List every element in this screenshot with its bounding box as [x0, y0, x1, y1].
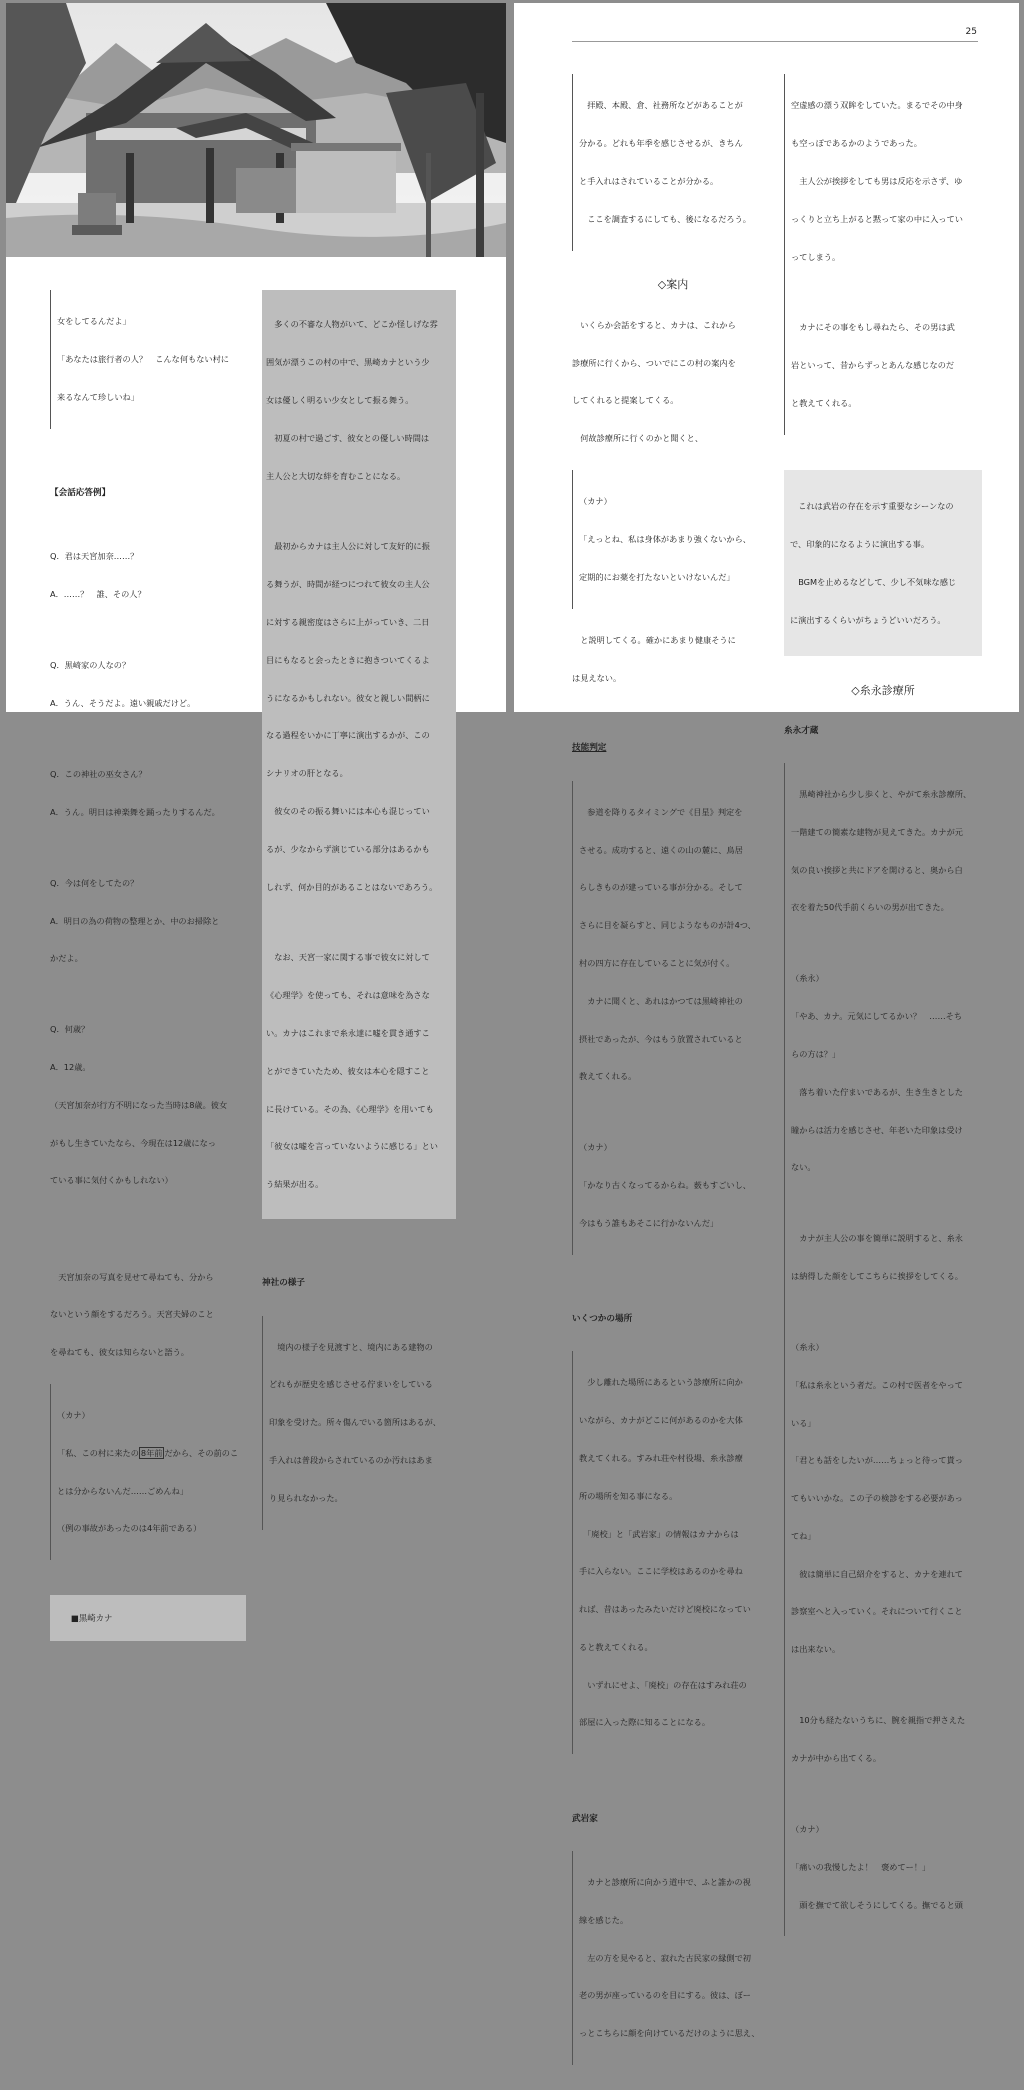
intro-line: 「あなたは旅行者の人？ こんな何もない村に — [57, 354, 229, 365]
quote-line — [57, 1447, 246, 1460]
note-line: （例の事故があったのは4年前である） — [57, 1523, 202, 1534]
kana-quote — [50, 1384, 246, 1560]
para-line: 部屋に入った際に知ることになる。 — [579, 1717, 711, 1728]
box-line: 最初からカナは主人公に対して友好的に振 — [266, 541, 430, 552]
para-line: も空っぽであるかのようであった。 — [791, 138, 922, 149]
para-line: は納得した顔をしてこちらに挨拶をしてくる。 — [791, 1271, 963, 1282]
para-line: させる。成功すると、遠くの山の麓に、鳥居 — [579, 844, 743, 855]
para-line: 老の男が座っているのを目にする。彼は、ぼー — [579, 1990, 751, 2001]
para-line: 一階建ての簡素な建物が見えてきた。カナが元 — [791, 826, 963, 837]
header-rule — [572, 41, 978, 42]
character-label-box — [50, 1595, 246, 1641]
box-line: に対する親密度はさらに上がっていき、二日 — [266, 617, 430, 628]
para-line: 村の四方に存在していることに気が付く。 — [579, 957, 735, 968]
para-line: 手入れは普段からされているのか汚れはあま — [269, 1455, 433, 1466]
intro-line: 女をしてるんだよ」 — [57, 316, 131, 327]
para-line: 何故診療所に行くのかと聞くと、 — [572, 433, 704, 444]
para-line: 「廃校」と「武岩家」の情報はカナからは — [579, 1528, 739, 1539]
places-heading: いくつかの場所 — [572, 1314, 633, 1324]
para-line: り見られなかった。 — [269, 1492, 343, 1503]
para-line: 印象を受けた。所々傷んでいる箇所はあるが、 — [269, 1417, 441, 1428]
qa-line: Q．何歳？ — [50, 1024, 90, 1035]
box-line: うになるかもしれない。彼女と親しい間柄に — [266, 692, 430, 703]
quote-line: 「痛いの我慢したよ！ 褒めてー！」 — [791, 1861, 931, 1872]
para-line: 黒崎神社から少し歩くと、やがて糸永診療所、 — [791, 789, 972, 800]
note-line: に演出するくらいがちょうどいいだろう。 — [790, 614, 946, 625]
para-line: 診療所に行くから、ついでにこの村の案内を — [572, 357, 736, 368]
speaker-label: （カナ） — [579, 496, 612, 507]
saizou-heading: 糸永才蔵 — [784, 725, 819, 736]
left-column-2 — [262, 265, 456, 1555]
para-line: いくらか会話をすると、カナは、これから — [572, 319, 736, 330]
para-line: ると教えてくれる。 — [579, 1641, 653, 1652]
para-line: と教えてくれる。 — [791, 398, 857, 409]
para-line: さらに目を凝らすと、同じようなものが計4つ、 — [579, 920, 756, 931]
note-line: BGMを止めるなどして、少し不気味な感じ — [790, 576, 957, 587]
quote-line: とは分からないんだ……ごめんね」 — [57, 1485, 189, 1496]
right-column-1 — [572, 49, 774, 2090]
qa-line: （天宮加奈が行方不明になった当時は8歳。彼女 — [50, 1099, 228, 1110]
para-line: 頭を撫でて欲しそうにしてくる。撫でると頭 — [791, 1899, 963, 1910]
top-paragraph — [572, 74, 774, 250]
section-annai: ◇案内 — [657, 277, 689, 291]
section-clinic: ◇糸永診療所 — [851, 683, 915, 697]
quote-line: 「かなり古くなってるからね。薮もすごいし、 — [579, 1180, 751, 1191]
box-line: 女は優しく明るい少女として振る舞う。 — [266, 394, 414, 405]
shrine-heading: 神社の様子 — [262, 1278, 305, 1289]
qa-heading: 【会話応答例】 — [50, 488, 111, 499]
intro-dialogue — [50, 290, 246, 429]
para-line: 主人公が挨拶をしても男は反応を示さず、ゆ — [791, 175, 963, 186]
quote-line: 「私は糸永という者だ。この村で医者をやって — [791, 1379, 963, 1390]
para-line: っくりと立ち上がると黙って家の中に入ってい — [791, 213, 963, 224]
top-paragraph — [784, 74, 982, 435]
para-line: 診察室へと入っていく。それについて行くこと — [791, 1606, 963, 1617]
skill-paragraph — [572, 781, 774, 1255]
para-line: ってしまう。 — [791, 251, 841, 262]
box-line: 目にもなると会ったときに抱きついてくるよ — [266, 654, 430, 665]
kana-quote-1 — [572, 470, 774, 609]
box-line: 多くの不審な人物がいて、どこか怪しげな雰 — [266, 319, 438, 330]
para-line: 気の良い挨拶と共にドアを開けると、奥から白 — [791, 864, 963, 875]
box-line: い。カナはこれまで糸永達に嘘を貫き通すこ — [266, 1028, 430, 1039]
para-line: と手入れはされていることが分かる。 — [579, 175, 719, 186]
para-line: 手に入らない。ここに学校はあるのかを尋ね — [579, 1566, 743, 1577]
box-line: に長けている。その為、《心理学》を用いても — [266, 1103, 434, 1114]
box-line: なお、天宮一家に関する事で彼女に対して — [266, 952, 430, 963]
qa-list — [50, 525, 246, 1212]
para-line: ここを調査するにしても、後になるだろう。 — [579, 213, 751, 224]
quote-line: 今はもう誰もあそこに行かないんだ」 — [579, 1217, 719, 1228]
qa-line: A．12歳。 — [50, 1062, 91, 1073]
clinic-paragraph — [784, 763, 982, 1936]
box-line: るが、少なからず演じている部分はあるかも — [266, 843, 430, 854]
para-line: どれもが歴史を感じさせる佇まいをしている — [269, 1379, 433, 1390]
shrine-illustration — [6, 3, 506, 257]
para-line: カナが主人公の事を簡単に説明すると、糸永 — [791, 1233, 963, 1244]
note-line: これは武岩の存在を示す重要なシーンなの — [790, 501, 954, 512]
quote-text: 「私、この村に来たの — [57, 1447, 139, 1458]
para-line: は出来ない。 — [791, 1644, 841, 1655]
qa-line: Q．この神社の巫女さん？ — [50, 768, 147, 779]
para-line: 拝殿、本殿、倉、社務所などがあることが — [579, 100, 743, 111]
qa-line: Q．黒崎家の人なの？ — [50, 660, 131, 671]
box-line: 主人公と大切な絆を育むことになる。 — [266, 470, 406, 481]
gm-note-box — [784, 470, 982, 656]
para-line: 分かる。どれも年季を感じさせるが、きちん — [579, 138, 743, 149]
box-line: う結果が出る。 — [266, 1179, 324, 1190]
para-line: 衣を着た50代手前くらいの男が出てきた。 — [791, 902, 949, 913]
speaker-label: （糸永） — [791, 1342, 824, 1352]
para-line: ないという顔をするだろう。天宮夫婦のこと — [50, 1309, 214, 1320]
quote-line: らの方は？」 — [791, 1048, 841, 1059]
para-line: いながら、カナがどこに何があるのかを大体 — [579, 1415, 743, 1426]
para-line: カナに聞くと、あれはかつては黒崎神社の — [579, 995, 743, 1006]
para-line: 瞳からは活力を感じさせ、年老いた印象は受け — [791, 1124, 963, 1135]
quote-line: 「君とも話をしたいが……ちょっと待って貰っ — [791, 1455, 963, 1466]
qa-line: A．明日の為の荷物の整理とか、中のお掃除と — [50, 915, 220, 926]
kana-description-box — [262, 290, 456, 1219]
takeiwa-heading: 武岩家 — [572, 1813, 598, 1824]
page-number: 25 — [965, 27, 977, 37]
para-line: 境内の様子を見渡すと、境内にある建物の — [269, 1341, 433, 1352]
para-line: 左の方を見やると、寂れた古民家の縁側で初 — [579, 1952, 751, 1963]
box-line: とができていたため、彼女は本心を隠すこと — [266, 1065, 430, 1076]
qa-line: がもし生きていたなら、今現在は12歳になっ — [50, 1137, 216, 1148]
para-line: いずれにせよ、「廃校」の存在はすみれ荘の — [579, 1679, 747, 1690]
box-line: 囲気が漂うこの村の中で、黒崎カナという少 — [266, 357, 430, 368]
para-line: 線を感じた。 — [579, 1914, 629, 1925]
box-line: 《心理学》を使っても、それは意味を為さな — [266, 990, 430, 1001]
shrine-paragraph — [262, 1316, 456, 1530]
para-line: カナと診療所に向かう道中で、ふと誰かの視 — [579, 1876, 751, 1887]
right-column-2 — [784, 49, 982, 1962]
qa-line: Q．今は何をしてたの？ — [50, 877, 139, 888]
para-line: 空虚感の漂う双眸をしていた。まるでその中身 — [791, 100, 963, 111]
quote-line: 「やあ、カナ。元気にしてるかい？ ……そち — [791, 1011, 963, 1022]
para-line: してくれると提案してくる。 — [572, 395, 679, 406]
qa-line: A．うん、そうだよ。遠い親戚だけど。 — [50, 698, 196, 708]
para-line: と説明してくる。確かにあまり健康そうに — [572, 634, 736, 645]
para-line: れば、昔はあったみたいだけど廃校になってい — [579, 1604, 751, 1615]
qa-line: かだよ。 — [50, 953, 83, 964]
para-line: ない。 — [791, 1162, 816, 1173]
para-line: らしきものが建っている事が分かる。そして — [579, 882, 743, 893]
quote-line: てね」 — [791, 1530, 816, 1541]
takeiwa-paragraph — [572, 1851, 774, 2065]
quote-text: だから、その前のこ — [164, 1447, 239, 1458]
left-page — [6, 3, 506, 1623]
speaker-label: （カナ） — [579, 1142, 612, 1153]
places-paragraph — [572, 1351, 774, 1754]
para-line: 10分も経たないうちに、腕を親指で押さえた — [791, 1715, 966, 1726]
para-line: カナにその事をもし尋ねたら、その男は武 — [791, 322, 955, 333]
speaker-label: （糸永） — [791, 973, 824, 984]
box-line: なる過程をいかに丁寧に演出するかが、この — [266, 730, 430, 741]
skill-heading: 技能判定 — [572, 743, 607, 754]
para-line: を尋ねても、彼女は知らないと語う。 — [50, 1347, 189, 1358]
intro-line: 来るなんて珍しいね」 — [57, 391, 139, 402]
quote-line: 定期的にお薬を打たないといけないんだ」 — [579, 571, 735, 582]
box-line: しれず、何か目的があることはないであろう。 — [266, 881, 438, 892]
right-page — [514, 3, 1019, 2039]
left-column-1 — [50, 265, 246, 1666]
box-line: る舞うが、時間が経つにつれて彼女の主人公 — [266, 579, 430, 590]
speaker-label: （カナ） — [57, 1410, 90, 1421]
qa-line: Q．君は天宮加奈……？ — [50, 551, 139, 562]
box-line: シナリオの肝となる。 — [266, 768, 348, 779]
qa-line: ている事に気付くかもしれない） — [50, 1175, 173, 1186]
para-line: 天宮加奈の写真を見せて尋ねても、分から — [50, 1271, 214, 1282]
para-line: 参道を降りるタイミングで《目星》判定を — [579, 806, 743, 817]
character-label: ■黒崎カナ — [70, 1612, 113, 1623]
quote-line: 「えっとね、私は身体があまり強くないから、 — [579, 533, 751, 544]
quote-line: てもいいかな。この子の検診をする必要があっ — [791, 1493, 963, 1504]
para-line: 教えてくれる。すみれ荘や村役場、糸永診療 — [579, 1452, 743, 1463]
speaker-label: （カナ） — [791, 1823, 824, 1834]
qa-line: A．……？ 誰、その人？ — [50, 589, 146, 600]
para-line: 摂社であったが、今はもう放置されていると — [579, 1033, 743, 1044]
para-line: 少し離れた場所にあるという診療所に向か — [579, 1377, 743, 1388]
qa-line: A．うん。明日は神楽舞を踊ったりするんだ。 — [50, 806, 220, 817]
note-line: で、印象的になるように演出する事。 — [790, 538, 930, 549]
para-line: 教えてくれる。 — [579, 1071, 637, 1082]
para-line: は見えない。 — [572, 672, 622, 683]
box-line: 初夏の村で過ごす、彼女との優しい時間は — [266, 432, 430, 443]
box-line: 「彼女は嘘を言っていないように感じる」とい — [266, 1141, 438, 1152]
para-line: 落ち着いた佇まいであるが、生き生きとした — [791, 1086, 963, 1097]
quote-line: いる」 — [791, 1417, 816, 1428]
para-line: カナが中から出てくる。 — [791, 1753, 882, 1763]
para-line: 岩といって、昔からずっとあんな感じなのだ — [791, 360, 955, 371]
box-line: 彼女のその振る舞いには本心も混じってい — [266, 805, 430, 816]
boxed-highlight: 8年前 — [140, 1447, 163, 1458]
para-line: 彼は簡単に自己紹介をすると、カナを連れて — [791, 1568, 963, 1579]
para-line: っとこちらに顔を向けているだけのように思え、 — [579, 2028, 760, 2039]
para-line: 所の場所を知る事になる。 — [579, 1490, 678, 1501]
